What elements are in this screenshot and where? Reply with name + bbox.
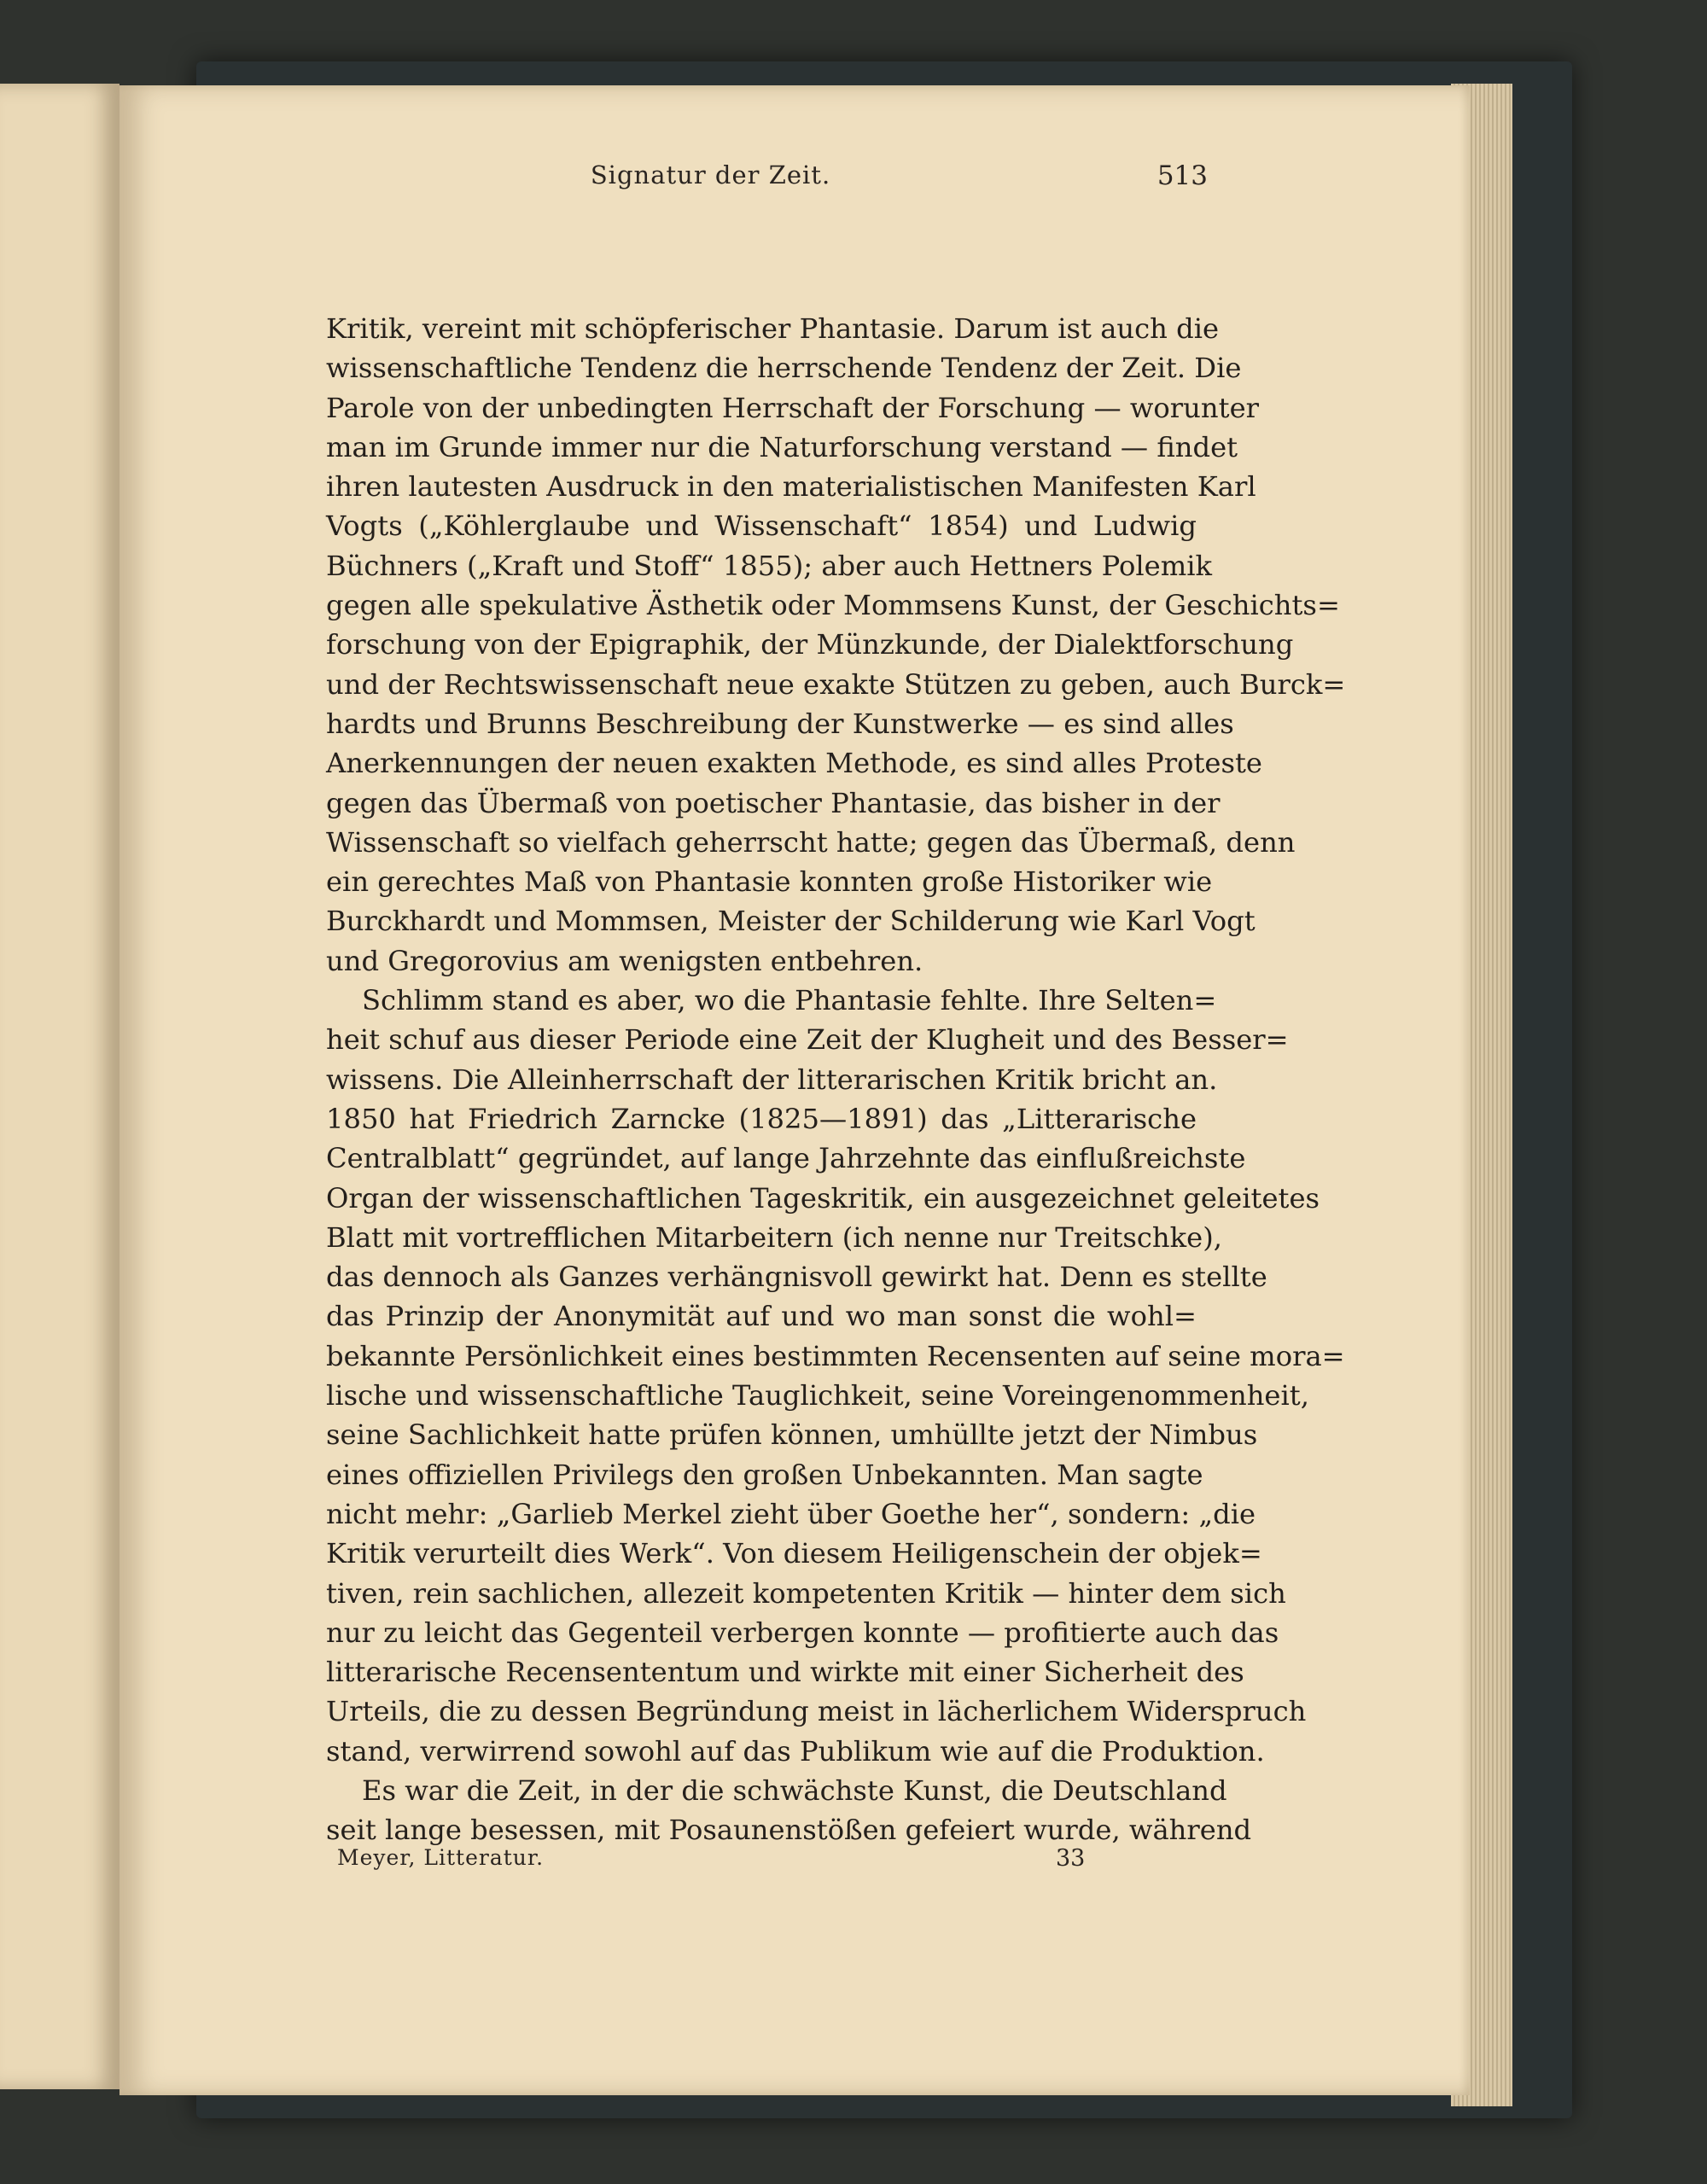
text-line: Es war die Zeit, in der die schwächste Kunst, die Deutschland xyxy=(362,1773,1227,1807)
text-line: heit schuf aus dieser Periode eine Zeit der Klugheit und des Besser= xyxy=(326,1023,1289,1057)
page-number: 513 xyxy=(1156,160,1208,191)
text-line: 1850 hat Friedrich Zarncke (1825—1891) das „Litterarische xyxy=(326,1102,1197,1135)
footer-author-title: Meyer, Litteratur. xyxy=(337,1845,545,1870)
text-line: man im Grunde immer nur die Naturforschung verstand — findet xyxy=(326,430,1238,463)
text-line: Büchners („Kraft und Stoff“ 1855); aber auch Hettners Polemik xyxy=(326,549,1213,582)
text-line: eines offiziellen Privilegs den großen Unbekannten. Man sagte xyxy=(326,1458,1203,1491)
text-line: und Gregorovius am wenigsten entbehren. xyxy=(326,944,923,977)
text-line: Organ der wissenschaftlichen Tageskritik, ein ausgezeichnet geleitetes xyxy=(326,1181,1320,1214)
text-line: Kritik, vereint mit schöpferischer Phantasie. Darum ist auch die xyxy=(326,312,1220,345)
page-footer xyxy=(337,1845,1199,1879)
text-line: stand, verwirrend sowohl auf das Publikum wie auf die Produktion. xyxy=(326,1734,1265,1768)
text-line: wissenschaftliche Tendenz die herrschende Tendenz der Zeit. Die xyxy=(326,352,1242,385)
left-page-edge xyxy=(0,84,119,2089)
signature-mark: 33 xyxy=(1056,1845,1086,1872)
running-title: Signatur der Zeit. xyxy=(590,160,831,189)
text-line: ihren lautesten Ausdruck in den materialistischen Manifesten Karl xyxy=(326,470,1256,504)
text-line: Urteils, die zu dessen Begründung meist in lächerlichem Widerspruch xyxy=(326,1695,1307,1728)
text-line: Vogts („Köhlerglaube und Wissenschaft“ 1854) und Ludwig xyxy=(326,510,1197,543)
body-text xyxy=(326,309,1346,1850)
text-line: Wissenschaft so vielfach geherrscht hatte; gegen das Übermaß, denn xyxy=(326,825,1296,859)
page-header xyxy=(213,160,1208,205)
text-line: seine Sachlichkeit hatte prüfen können, umhüllte jetzt der Nimbus xyxy=(326,1418,1258,1452)
text-line: Kritik verurteilt dies Werk“. Von diesem Heiligenschein der objek= xyxy=(326,1537,1262,1570)
text-line: nur zu leicht das Gegenteil verbergen konnte — profitierte auch das xyxy=(326,1616,1279,1649)
text-line: Anerkennungen der neuen exakten Methode, es sind alles Proteste xyxy=(326,747,1262,780)
text-line: Blatt mit vortrefflichen Mitarbeitern (ich nenne nur Treitschke), xyxy=(326,1220,1222,1254)
text-line: ein gerechtes Maß von Phantasie konnten große Historiker wie xyxy=(326,865,1213,899)
text-line: nicht mehr: „Garlieb Merkel zieht über Goethe her“, sondern: „die xyxy=(326,1497,1256,1530)
text-line: Burckhardt und Mommsen, Meister der Schilderung wie Karl Vogt xyxy=(326,905,1255,938)
text-line: hardts und Brunns Beschreibung der Kunstwerke — es sind alles xyxy=(326,707,1234,740)
text-line: und der Rechtswissenschaft neue exakte Stützen zu geben, auch Burck= xyxy=(326,667,1346,701)
text-line: bekannte Persönlichkeit eines bestimmten Recensenten auf seine mora= xyxy=(326,1339,1345,1372)
text-line: wissens. Die Alleinherrschaft der litterarischen Kritik bricht an. xyxy=(326,1063,1218,1096)
text-line: lische und wissenschaftliche Tauglichkeit, seine Voreingenommenheit, xyxy=(326,1379,1309,1412)
text-line: gegen das Übermaß von poetischer Phantasie, das bisher in der xyxy=(326,786,1221,819)
text-line: Schlimm stand es aber, wo die Phantasie fehlte. Ihre Selten= xyxy=(362,984,1217,1017)
text-line: Centralblatt“ gegründet, auf lange Jahrzehnte das einflußreichste xyxy=(326,1142,1246,1175)
text-line: gegen alle spekulative Ästhetik oder Mommsens Kunst, der Geschichts= xyxy=(326,589,1340,622)
text-line: litterarische Recensententum und wirkte mit einer Sicherheit des xyxy=(326,1656,1244,1689)
text-line: seit lange besessen, mit Posaunenstößen gefeiert wurde, während xyxy=(326,1814,1252,1847)
text-line: tiven, rein sachlichen, allezeit kompetenten Kritik — hinter dem sich xyxy=(326,1576,1286,1610)
text-line: das Prinzip der Anonymität auf und wo man sonst die wohl= xyxy=(326,1300,1197,1333)
text-line: das dennoch als Ganzes verhängnisvoll gewirkt hat. Denn es stellte xyxy=(326,1261,1267,1294)
text-line: Parole von der unbedingten Herrschaft der Forschung — worunter xyxy=(326,391,1260,424)
text-line: forschung von der Epigraphik, der Münzkunde, der Dialektforschung xyxy=(326,628,1294,661)
